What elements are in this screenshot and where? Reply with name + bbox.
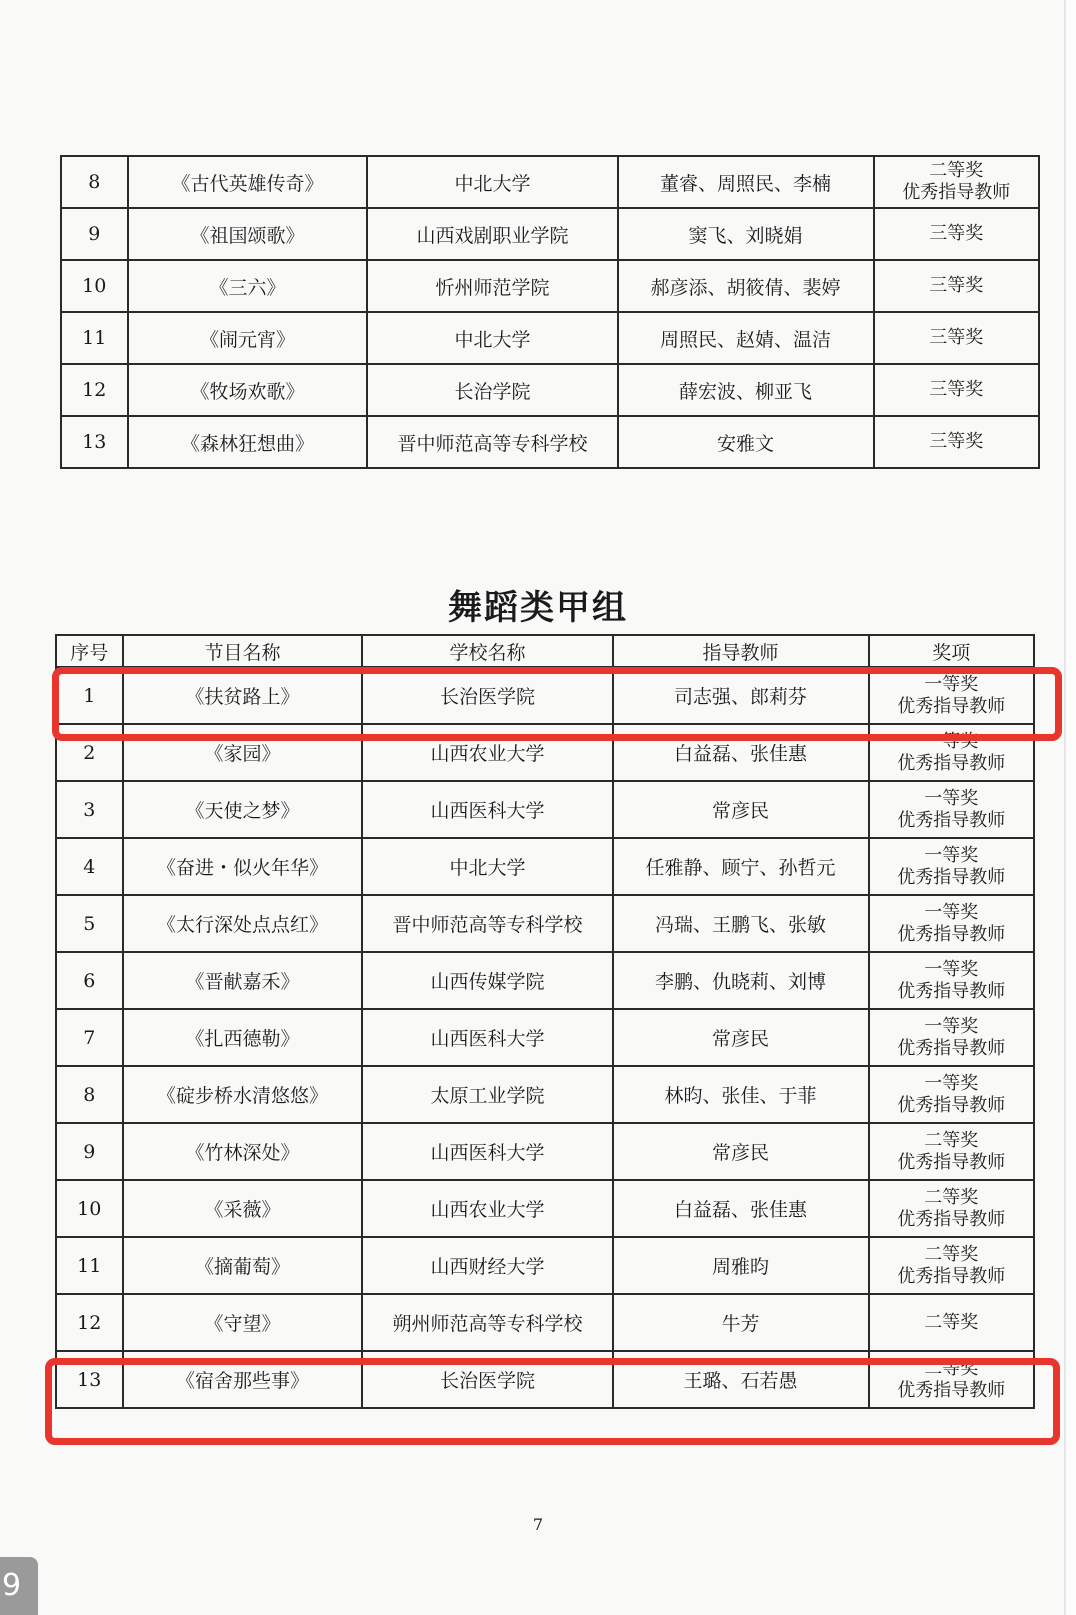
table-row — [61, 364, 1039, 416]
program-name: 《祖国颂歌》 — [128, 208, 368, 260]
school-name: 山西农业大学 — [362, 724, 612, 781]
award-level: 一等奖 — [924, 1015, 979, 1037]
row-number: 3 — [56, 781, 123, 838]
school-name: 山西传媒学院 — [362, 952, 612, 1009]
award-level: 二等奖 — [924, 1129, 979, 1151]
award-level: 一等奖 — [924, 730, 979, 752]
school-name: 中北大学 — [362, 838, 612, 895]
award-level: 一等奖 — [924, 958, 979, 980]
table-row — [61, 416, 1039, 468]
highlight-box-row-13 — [45, 1358, 1060, 1445]
award-cell — [874, 364, 1039, 416]
teacher-names: 周雅昀 — [613, 1237, 869, 1294]
section-title: 舞蹈类甲组 — [448, 588, 628, 628]
teacher-names: 任雅静、顾宁、孙哲元 — [613, 838, 869, 895]
award-level: 二等奖 — [924, 1243, 979, 1265]
teacher-names: 王璐、石若愚 — [613, 1351, 869, 1408]
program-name: 《扶贫路上》 — [123, 667, 363, 724]
teacher-names: 常彦民 — [613, 1123, 869, 1180]
award-teacher-honor: 优秀指导教师 — [897, 866, 1006, 888]
table-row — [56, 1066, 1034, 1123]
row-number: 10 — [56, 1180, 123, 1237]
school-name: 忻州师范学院 — [367, 260, 617, 312]
award-cell — [874, 416, 1039, 468]
row-number: 13 — [61, 416, 128, 468]
table-row — [56, 1294, 1034, 1351]
award-cell — [869, 952, 1034, 1009]
award-cell — [869, 1294, 1034, 1351]
teacher-names: 白益磊、张佳惠 — [613, 1180, 869, 1237]
header-teachers: 指导教师 — [613, 635, 869, 667]
school-name: 中北大学 — [367, 156, 617, 208]
row-number: 4 — [56, 838, 123, 895]
dance-group-a-table — [55, 634, 1035, 1409]
row-number: 9 — [61, 208, 128, 260]
award-level: 三等奖 — [929, 379, 984, 400]
award-level: 一等奖 — [924, 787, 979, 809]
school-name: 山西医科大学 — [362, 1123, 612, 1180]
row-number: 8 — [61, 156, 128, 208]
award-teacher-honor: 优秀指导教师 — [897, 695, 1006, 717]
teacher-names: 牛芳 — [613, 1294, 869, 1351]
school-name: 山西医科大学 — [362, 1009, 612, 1066]
table-row — [61, 208, 1039, 260]
table-row — [61, 312, 1039, 364]
program-name: 《森林狂想曲》 — [128, 416, 368, 468]
highlight-box-row-1 — [52, 667, 1062, 741]
table-row — [56, 895, 1034, 952]
row-number: 11 — [56, 1237, 123, 1294]
teacher-names: 李鹏、仇晓莉、刘博 — [613, 952, 869, 1009]
teacher-names: 常彦民 — [613, 1009, 869, 1066]
table-row — [61, 260, 1039, 312]
award-cell — [869, 1123, 1034, 1180]
teacher-names: 安雅文 — [618, 416, 874, 468]
program-name: 《天使之梦》 — [123, 781, 363, 838]
award-cell — [869, 1066, 1034, 1123]
row-number: 2 — [56, 724, 123, 781]
table-header-row — [56, 635, 1034, 667]
row-number: 8 — [56, 1066, 123, 1123]
school-name: 山西戏剧职业学院 — [367, 208, 617, 260]
row-number: 9 — [56, 1123, 123, 1180]
award-cell — [869, 1009, 1034, 1066]
table-row — [61, 156, 1039, 208]
award-cell — [869, 1180, 1034, 1237]
award-level: 一等奖 — [924, 673, 979, 695]
award-teacher-honor: 优秀指导教师 — [897, 1151, 1006, 1173]
teacher-names: 董睿、周照民、李楠 — [618, 156, 874, 208]
program-name: 《奋进・似火年华》 — [123, 838, 363, 895]
award-cell — [869, 895, 1034, 952]
program-name: 《太行深处点点红》 — [123, 895, 363, 952]
program-name: 《宿舍那些事》 — [123, 1351, 363, 1408]
previous-section-table — [60, 155, 1040, 469]
row-number: 1 — [56, 667, 123, 724]
program-name: 《古代英雄传奇》 — [128, 156, 368, 208]
school-name: 朔州师范高等专科学校 — [362, 1294, 612, 1351]
award-level: 一等奖 — [924, 844, 979, 866]
header-school: 学校名称 — [362, 635, 612, 667]
award-teacher-honor: 优秀指导教师 — [897, 1379, 1006, 1401]
school-name: 长治医学院 — [362, 1351, 612, 1408]
teacher-names: 周照民、赵婧、温洁 — [618, 312, 874, 364]
table-row — [56, 838, 1034, 895]
row-number: 12 — [56, 1294, 123, 1351]
teacher-names: 窦飞、刘晓娟 — [618, 208, 874, 260]
award-level: 一等奖 — [924, 901, 979, 923]
program-name: 《碇步桥水清悠悠》 — [123, 1066, 363, 1123]
page-number: 7 — [532, 1515, 544, 1534]
award-level: 三等奖 — [929, 327, 984, 348]
school-name: 山西农业大学 — [362, 1180, 612, 1237]
teacher-names: 白益磊、张佳惠 — [613, 724, 869, 781]
award-level: 二等奖 — [924, 1186, 979, 1208]
award-teacher-honor: 优秀指导教师 — [897, 980, 1006, 1002]
teacher-names: 冯瑞、王鹏飞、张敏 — [613, 895, 869, 952]
school-name: 山西财经大学 — [362, 1237, 612, 1294]
table-row — [56, 1237, 1034, 1294]
header-no: 序号 — [56, 635, 123, 667]
corner-badge: 9 — [0, 1557, 38, 1615]
school-name: 中北大学 — [367, 312, 617, 364]
row-number: 6 — [56, 952, 123, 1009]
school-name: 晋中师范高等专科学校 — [367, 416, 617, 468]
teacher-names: 常彦民 — [613, 781, 869, 838]
program-name: 《晋献嘉禾》 — [123, 952, 363, 1009]
program-name: 《闹元宵》 — [128, 312, 368, 364]
row-number: 12 — [61, 364, 128, 416]
award-level: 三等奖 — [929, 275, 984, 296]
award-teacher-honor: 优秀指导教师 — [897, 1037, 1006, 1059]
row-number: 10 — [61, 260, 128, 312]
program-name: 《家园》 — [123, 724, 363, 781]
program-name: 《三六》 — [128, 260, 368, 312]
award-teacher-honor: 优秀指导教师 — [897, 1265, 1006, 1287]
award-level: 二等奖 — [929, 160, 984, 181]
award-level: 一等奖 — [924, 1072, 979, 1094]
school-name: 长治学院 — [367, 364, 617, 416]
school-name: 晋中师范高等专科学校 — [362, 895, 612, 952]
award-level: 二等奖 — [924, 1311, 979, 1333]
row-number: 5 — [56, 895, 123, 952]
award-teacher-honor: 优秀指导教师 — [897, 752, 1006, 774]
table-row — [56, 781, 1034, 838]
school-name: 太原工业学院 — [362, 1066, 612, 1123]
table-row — [56, 1123, 1034, 1180]
program-name: 《采薇》 — [123, 1180, 363, 1237]
program-name: 《牧场欢歌》 — [128, 364, 368, 416]
school-name: 长治医学院 — [362, 667, 612, 724]
table-row — [56, 952, 1034, 1009]
award-cell — [874, 208, 1039, 260]
teacher-names: 林昀、张佳、于菲 — [613, 1066, 869, 1123]
header-award: 奖项 — [869, 635, 1034, 667]
award-teacher-honor: 优秀指导教师 — [897, 1094, 1006, 1116]
award-teacher-honor: 优秀指导教师 — [897, 1208, 1006, 1230]
program-name: 《摘葡萄》 — [123, 1237, 363, 1294]
table-row — [56, 1009, 1034, 1066]
row-number: 7 — [56, 1009, 123, 1066]
row-number: 11 — [61, 312, 128, 364]
header-program: 节目名称 — [123, 635, 363, 667]
row-number: 13 — [56, 1351, 123, 1408]
award-cell — [874, 156, 1039, 208]
program-name: 《守望》 — [123, 1294, 363, 1351]
award-level: 三等奖 — [929, 431, 984, 452]
teacher-names: 司志强、郎莉芬 — [613, 667, 869, 724]
award-level: 三等奖 — [929, 223, 984, 244]
school-name: 山西医科大学 — [362, 781, 612, 838]
program-name: 《扎西德勒》 — [123, 1009, 363, 1066]
award-level: 二等奖 — [924, 1357, 979, 1379]
table-row — [56, 1180, 1034, 1237]
teacher-names: 郝彦添、胡筱倩、裴婷 — [618, 260, 874, 312]
award-teacher-honor: 优秀指导教师 — [897, 809, 1006, 831]
award-cell — [869, 838, 1034, 895]
award-cell — [874, 312, 1039, 364]
award-teacher-honor: 优秀指导教师 — [902, 182, 1011, 203]
award-cell — [869, 1237, 1034, 1294]
program-name: 《竹林深处》 — [123, 1123, 363, 1180]
award-cell — [869, 781, 1034, 838]
award-cell — [874, 260, 1039, 312]
award-teacher-honor: 优秀指导教师 — [897, 923, 1006, 945]
teacher-names: 薛宏波、柳亚飞 — [618, 364, 874, 416]
